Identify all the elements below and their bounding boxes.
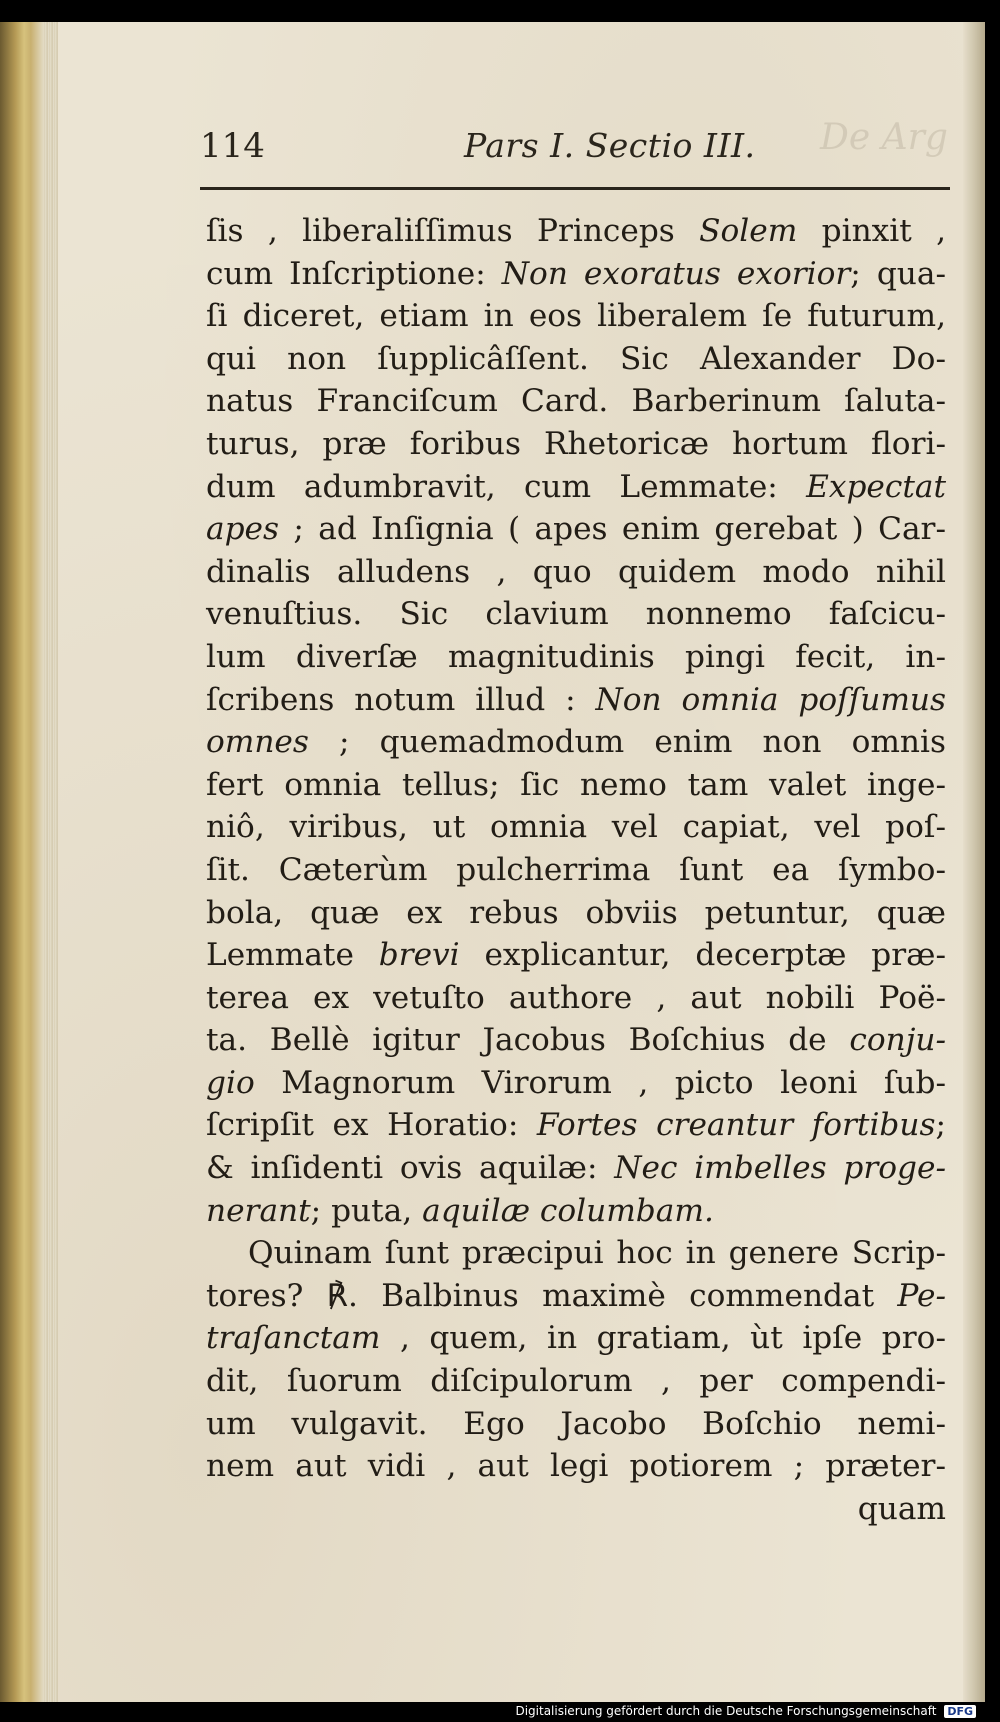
text-segment: ; qua- [850, 255, 947, 292]
bleed-through-text: De Arg [820, 117, 948, 158]
text-line [206, 977, 946, 1020]
italic-text: Non omnia poſſumus [595, 681, 946, 718]
text-line [206, 934, 946, 977]
text-segment: ſi diceret, etiam in eos liberalem ſe futurum, [206, 298, 946, 335]
text-line [206, 806, 946, 849]
italic-text: Expectat [806, 468, 946, 505]
text-line [206, 892, 946, 935]
text-segment: Magnorum Virorum , picto leoni ſub- [254, 1064, 946, 1101]
text-segment: ta. Bellè igitur Jacobus Boſchius de [206, 1022, 850, 1059]
text-segment: ; puta, [310, 1192, 423, 1229]
book-binding [0, 22, 44, 1702]
text-line [206, 380, 946, 423]
text-line [206, 1190, 946, 1233]
digitization-credit [515, 1704, 976, 1718]
text-line [206, 593, 946, 636]
italic-text: aquilæ columbam. [422, 1192, 714, 1229]
text-segment: um vulgavit. Ego Jacobo Boſchio nemi- [206, 1405, 946, 1442]
text-line [206, 849, 946, 892]
text-segment: ; [935, 1107, 946, 1144]
text-segment: ; quemadmodum enim non omnis [308, 724, 946, 761]
text-segment: dum adumbravit, cum Lemmate: [206, 468, 807, 505]
text-line [206, 679, 946, 722]
text-line [206, 253, 946, 296]
text-line [206, 721, 946, 764]
text-segment: Quinam ſunt præcipui hoc in genere Scrip- [248, 1235, 946, 1272]
text-segment: cum Inſcriptione: [206, 255, 502, 292]
text-line [206, 1403, 946, 1446]
italic-text: traſanctam [206, 1320, 381, 1357]
text-line [206, 1360, 946, 1403]
page-right-edge [963, 22, 985, 1702]
text-line [206, 508, 946, 551]
text-segment: turus, præ foribus Rhetoricæ hortum flori- [206, 425, 946, 462]
text-line [206, 338, 946, 381]
text-segment: quam [857, 1490, 946, 1527]
text-segment: ſcripſit ex Horatio: [206, 1107, 537, 1144]
text-segment: nem aut vidi , aut legi potiorem ; præter- [206, 1448, 946, 1485]
text-segment: dinalis alludens , quo quidem modo nihil [206, 553, 946, 590]
text-segment: qui non ſupplicâſſent. Sic Alexander Do- [206, 340, 946, 377]
text-segment: ſis , liberaliſſimus Princeps [206, 213, 700, 249]
page-edges [44, 22, 58, 1702]
italic-text: nerant [206, 1192, 311, 1229]
text-line [206, 1275, 946, 1318]
page-header [168, 110, 948, 180]
text-segment: & inſidenti ovis aquilæ: [206, 1150, 615, 1187]
italic-text: apes [206, 511, 280, 548]
text-line [206, 1147, 946, 1190]
italic-text: omnes [206, 724, 309, 761]
italic-text: Pe- [897, 1277, 946, 1314]
text-line [206, 423, 946, 466]
text-line [206, 1062, 946, 1105]
text-segment: natus Franciſcum Card. Barberinum ſaluta- [206, 383, 946, 420]
text-segment: Lemmate [206, 937, 379, 974]
dfg-logo: DFG [944, 1705, 976, 1718]
text-line [206, 764, 946, 807]
text-line [206, 551, 946, 594]
text-segment: explicantur, decerptæ præ- [459, 937, 947, 974]
body-text [206, 210, 946, 1530]
text-segment: ſit. Cæterùm pulcherrima ſunt ea ſymbo- [206, 851, 946, 888]
text-line [206, 1232, 946, 1275]
header-rule [200, 187, 950, 190]
text-segment: pinxit , [797, 213, 946, 249]
text-segment: terea ex vetuſto authore , aut nobili Poë- [206, 979, 946, 1016]
italic-text: Fortes creantur fortibus [536, 1107, 936, 1144]
text-segment: ſcribens notum illud : [206, 681, 596, 718]
text-segment: venuſtius. Sic clavium nonnemo faſcicu- [206, 596, 946, 633]
text-segment: , quem, in gratiam, ùt ipſe pro- [380, 1320, 946, 1357]
italic-text: Non exoratus exorior [501, 255, 851, 292]
text-segment: tores? ℟. Balbinus maximè commendat [206, 1277, 898, 1314]
text-line [206, 1104, 946, 1147]
text-line [206, 1488, 946, 1531]
text-segment: bola, quæ ex rebus obviis petuntur, quæ [206, 894, 946, 931]
text-segment: fert omnia tellus; ſic nemo tam valet inge- [206, 766, 946, 803]
text-line [206, 295, 946, 338]
text-segment: lum diverſæ magnitudinis pingi fecit, in- [206, 638, 946, 675]
text-line [206, 1317, 946, 1360]
page-number: 114 [200, 126, 265, 166]
italic-text: brevi [378, 937, 460, 974]
text-line [206, 1019, 946, 1062]
running-head: Pars I. Sectio III. [464, 126, 756, 165]
text-line [206, 466, 946, 509]
text-line [206, 636, 946, 679]
text-segment: niô, viribus, ut omnia vel capiat, vel poſ- [206, 809, 946, 846]
credit-text: Digitalisierung gefördert durch die Deutsche Forschungsgemeinschaft [515, 1704, 937, 1718]
italic-text: conju- [849, 1022, 946, 1059]
text-segment: ; ad Inſignia ( apes enim gerebat ) Car- [279, 511, 946, 548]
text-segment: dit, ſuorum diſcipulorum , per compendi- [206, 1363, 946, 1400]
book-page [0, 22, 985, 1702]
text-line [206, 1445, 946, 1488]
text-line [206, 210, 946, 253]
italic-text: gio [206, 1064, 255, 1101]
italic-text: Nec imbelles proge- [614, 1150, 946, 1187]
italic-text: Solem [699, 213, 798, 249]
